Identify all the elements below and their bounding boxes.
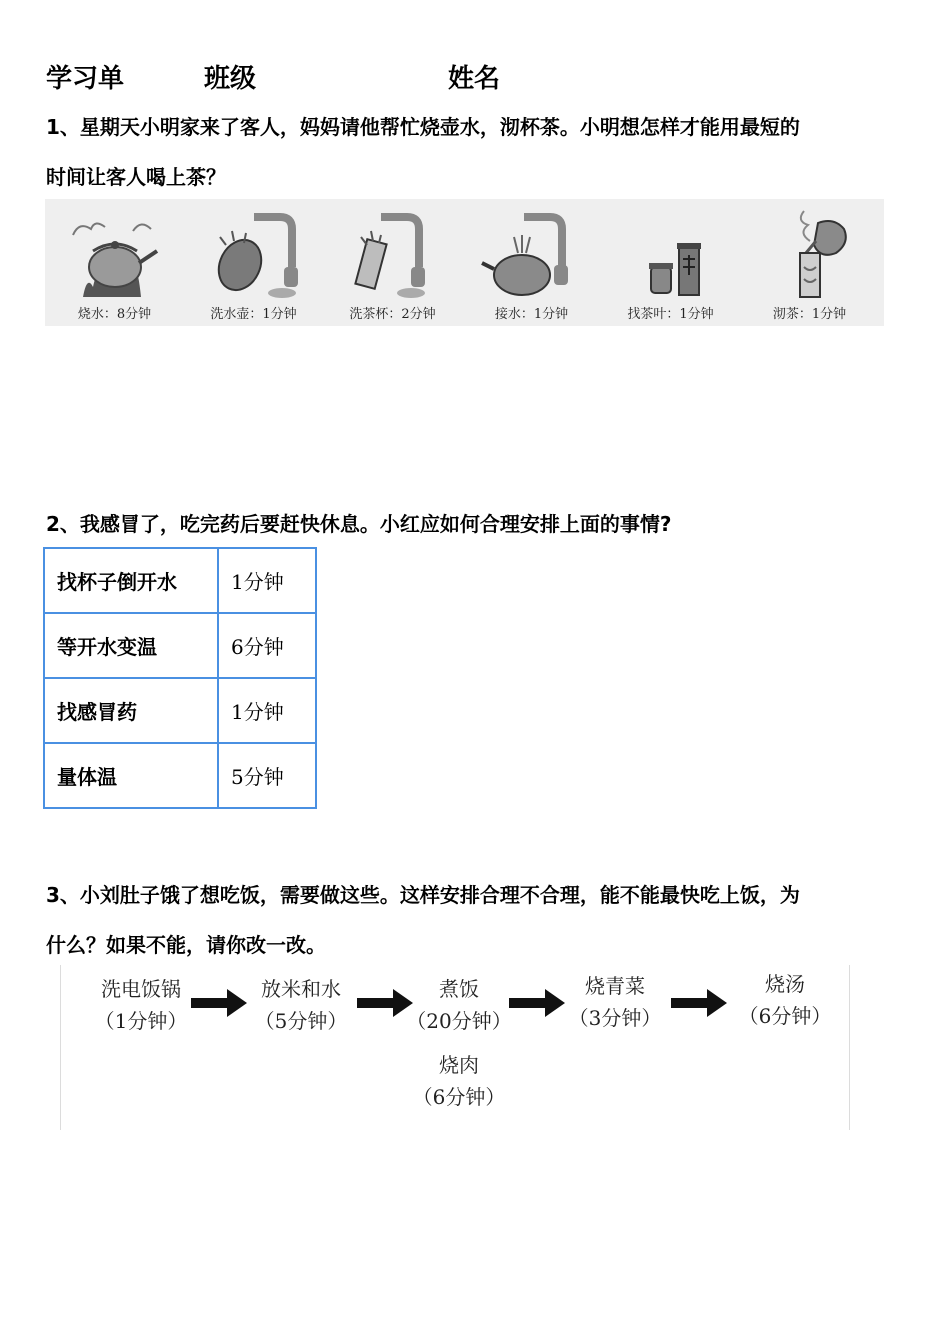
step-caption: 找茶叶：1分钟 bbox=[627, 307, 714, 322]
task-cell: 量体温 bbox=[44, 743, 218, 808]
step-caption: 烧水：8分钟 bbox=[77, 307, 152, 322]
name-label: 姓名 bbox=[448, 64, 501, 94]
arrow-right-icon bbox=[191, 989, 247, 1017]
step-caption: 沏茶：1分钟 bbox=[772, 307, 847, 322]
table-row bbox=[44, 743, 316, 808]
flow-step-cook-meat bbox=[399, 1049, 519, 1113]
flow-step-cook-greens bbox=[555, 970, 675, 1034]
flow-time: （6分钟） bbox=[738, 1004, 832, 1028]
task-cell: 等开水变温 bbox=[44, 613, 218, 678]
step-pour-tea bbox=[740, 199, 879, 326]
table-row bbox=[44, 678, 316, 743]
flow-time: （20分钟） bbox=[406, 1009, 512, 1033]
arrow-right-icon bbox=[671, 989, 727, 1017]
q3-line1: 3、小刘肚子饿了想吃饭，需要做这些。这样安排合理不合理，能不能最快吃上饭，为 bbox=[46, 883, 800, 907]
cooking-flow-diagram bbox=[60, 965, 850, 1130]
step-caption: 洗茶杯：2分钟 bbox=[349, 307, 436, 322]
step-wash-cup bbox=[323, 199, 462, 326]
flow-time: （1分钟） bbox=[94, 1009, 188, 1033]
flow-step-cook-soup bbox=[725, 968, 845, 1032]
table-row bbox=[44, 548, 316, 613]
time-cell: 5分钟 bbox=[218, 743, 316, 808]
flow-step-cook-rice bbox=[399, 973, 519, 1037]
task-cell: 找感冒药 bbox=[44, 678, 218, 743]
flow-time: （3分钟） bbox=[568, 1006, 662, 1030]
step-fill-water bbox=[462, 199, 601, 326]
q3-line2: 什么？如果不能，请你改一改。 bbox=[46, 933, 326, 957]
flow-time: （6分钟） bbox=[412, 1085, 506, 1109]
flow-task: 煮饭 bbox=[439, 977, 479, 1001]
flow-time: （5分钟） bbox=[254, 1009, 348, 1033]
step-caption: 接水：1分钟 bbox=[494, 307, 569, 322]
time-cell: 1分钟 bbox=[218, 678, 316, 743]
fill-water-icon bbox=[480, 207, 580, 299]
flow-task: 烧肉 bbox=[439, 1053, 479, 1077]
class-label: 班级 bbox=[204, 64, 257, 94]
wash-cup-icon bbox=[341, 207, 441, 299]
table-row bbox=[44, 613, 316, 678]
step-wash-kettle bbox=[184, 199, 323, 326]
pour-tea-icon bbox=[758, 207, 858, 299]
step-boil-water bbox=[45, 199, 184, 326]
q1-line1: 1、星期天小明家来了客人，妈妈请他帮忙烧壶水，沏杯茶。小明想怎样才能用最短的 bbox=[46, 115, 800, 139]
flow-step-rice-water bbox=[241, 973, 361, 1037]
flow-task: 烧青菜 bbox=[585, 974, 645, 998]
q1-line2: 时间让客人喝上茶？ bbox=[46, 165, 226, 189]
q2-text: 2、我感冒了，吃完药后要赶快休息。小红应如何合理安排上面的事情? bbox=[46, 512, 672, 536]
step-caption: 洗水壶：1分钟 bbox=[210, 307, 297, 322]
flow-task: 放米和水 bbox=[261, 977, 341, 1001]
time-cell: 1分钟 bbox=[218, 548, 316, 613]
tea-steps-strip bbox=[45, 199, 884, 326]
step-find-tea bbox=[601, 199, 740, 326]
time-cell: 6分钟 bbox=[218, 613, 316, 678]
worksheet-title: 学习单 bbox=[46, 64, 125, 94]
q1-text bbox=[46, 102, 916, 202]
flow-task: 洗电饭锅 bbox=[101, 977, 181, 1001]
flow-step-wash-cooker bbox=[81, 973, 201, 1037]
q3-text bbox=[46, 870, 916, 970]
wash-kettle-icon bbox=[202, 207, 302, 299]
tea-jar-icon bbox=[619, 207, 719, 299]
flow-task: 烧汤 bbox=[765, 972, 805, 996]
kettle-fire-icon bbox=[63, 207, 163, 299]
task-cell: 找杯子倒开水 bbox=[44, 548, 218, 613]
medicine-task-table bbox=[43, 547, 317, 809]
